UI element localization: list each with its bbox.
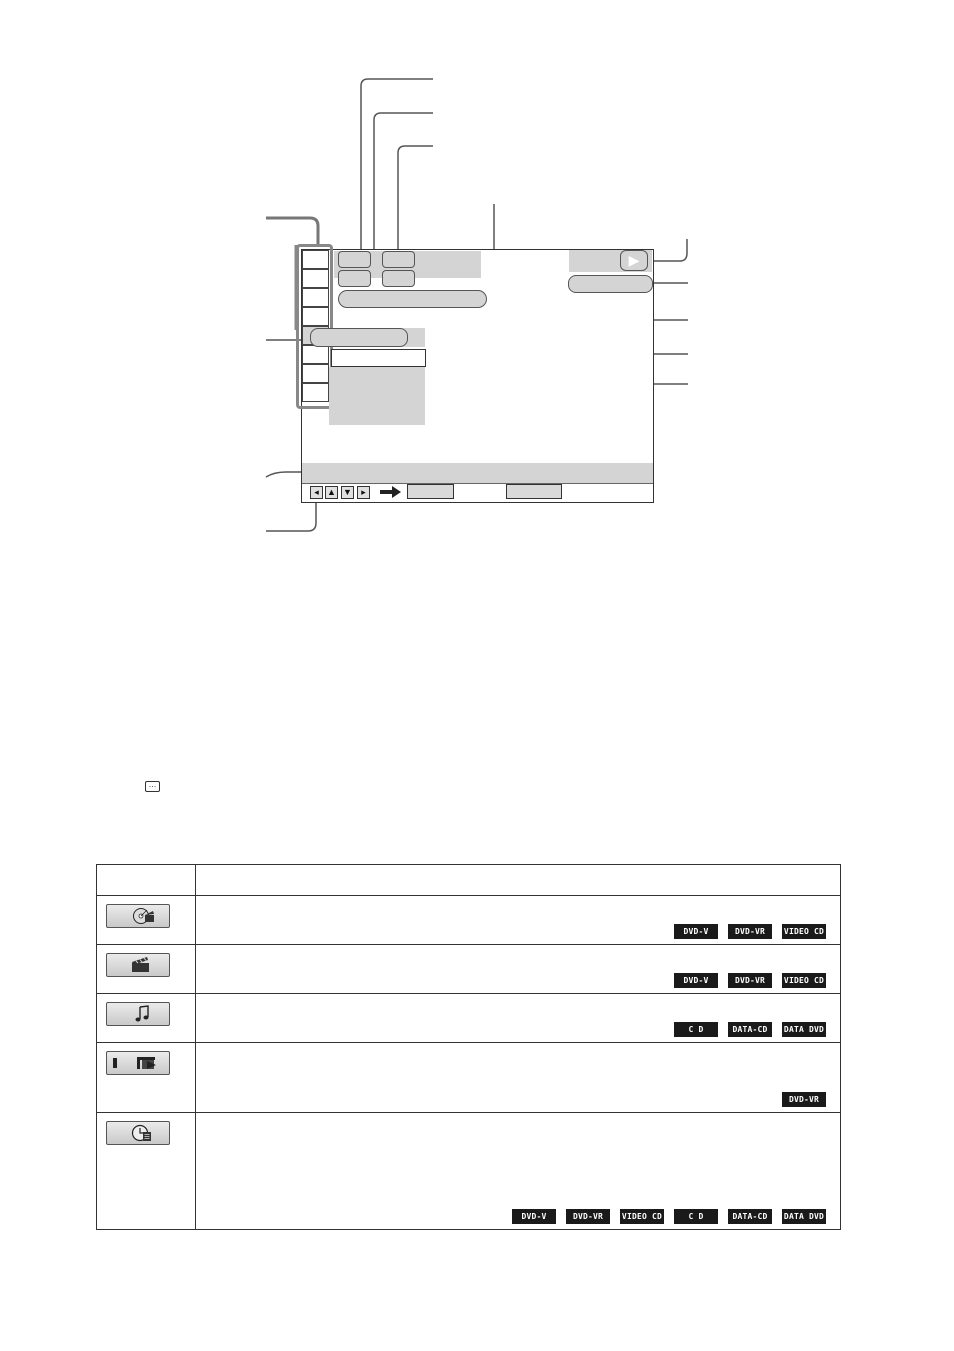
table-header-row [97, 865, 841, 896]
disc-type-badge: DATA-CD [728, 1209, 772, 1224]
disc-type-badge: DVD-VR [782, 1092, 826, 1107]
title-number-field [338, 251, 371, 268]
function-name-bar [302, 463, 653, 483]
disc-type-badge: VIDEO CD [782, 973, 826, 988]
total-titles-field [338, 270, 371, 287]
compatible-disc-badges [782, 1092, 826, 1107]
operation-bar [302, 483, 653, 502]
disc-type-badge: DVD-V [674, 924, 718, 939]
compatible-disc-badges [512, 1209, 826, 1224]
down-arrow-button[interactable]: ▼ [341, 486, 354, 499]
disc-type-badge: DATA DVD [782, 1022, 826, 1037]
playlist-original-icon [106, 1051, 170, 1075]
compatible-disc-badges [674, 973, 826, 988]
return-button[interactable] [506, 484, 562, 499]
total-chapters-field [382, 270, 415, 287]
display-button-icon: … [145, 781, 160, 792]
table-row [97, 1043, 841, 1113]
menu-icon-slot-7[interactable] [302, 364, 329, 383]
current-setting-box [331, 349, 426, 367]
compatible-disc-badges [674, 924, 826, 939]
disc-type-badge: C D [674, 1022, 718, 1037]
menu-icon-slot-3[interactable] [302, 288, 329, 307]
menu-icon-slot-4[interactable] [302, 307, 329, 326]
menu-icon-slot-8[interactable] [302, 383, 329, 402]
table-row [97, 945, 841, 994]
selected-item-name [310, 328, 408, 347]
menu-icon-slot-1[interactable] [302, 250, 329, 269]
disc-type-badge: DVD-VR [728, 973, 772, 988]
up-arrow-button[interactable]: ▲ [325, 486, 338, 499]
options-list [329, 367, 425, 425]
compatible-disc-badges [674, 1022, 826, 1037]
disc-type-badge: DVD-VR [728, 924, 772, 939]
disc-type-badge: VIDEO CD [782, 924, 826, 939]
right-arrow-button[interactable]: ▸ [357, 486, 370, 499]
disc-type-badge: DVD-V [674, 973, 718, 988]
disc-type-badge: DATA DVD [782, 1209, 826, 1224]
disc-name-field [338, 290, 487, 308]
header-description-cell [196, 865, 841, 896]
disc-type-badge: DVD-V [512, 1209, 556, 1224]
play-icon: ▶ [628, 252, 640, 268]
table-row [97, 994, 841, 1043]
disc-clapper-icon [106, 904, 170, 928]
time-text-icon [106, 1121, 170, 1145]
table-row [97, 1113, 841, 1230]
control-menu-diagram [0, 0, 954, 560]
disc-type-badge: DVD-VR [566, 1209, 610, 1224]
left-arrow-button[interactable]: ◂ [310, 486, 323, 499]
disc-type-badge: C D [674, 1209, 718, 1224]
disc-type-badge: VIDEO CD [620, 1209, 664, 1224]
playback-type-field [568, 275, 653, 293]
table-row [97, 896, 841, 945]
chapter-number-field [382, 251, 415, 268]
menu-icon-slot-2[interactable] [302, 269, 329, 288]
menu-icon-slot-6[interactable] [302, 345, 329, 364]
disc-type-badge: DATA-CD [728, 1022, 772, 1037]
clapperboard-icon [106, 953, 170, 977]
music-note-icon [106, 1002, 170, 1026]
playback-status-icon [620, 250, 648, 271]
arrow-right-icon [380, 485, 402, 499]
control-menu-items-table [96, 864, 841, 1230]
header-item-cell [97, 865, 196, 896]
enter-button[interactable] [407, 484, 454, 499]
